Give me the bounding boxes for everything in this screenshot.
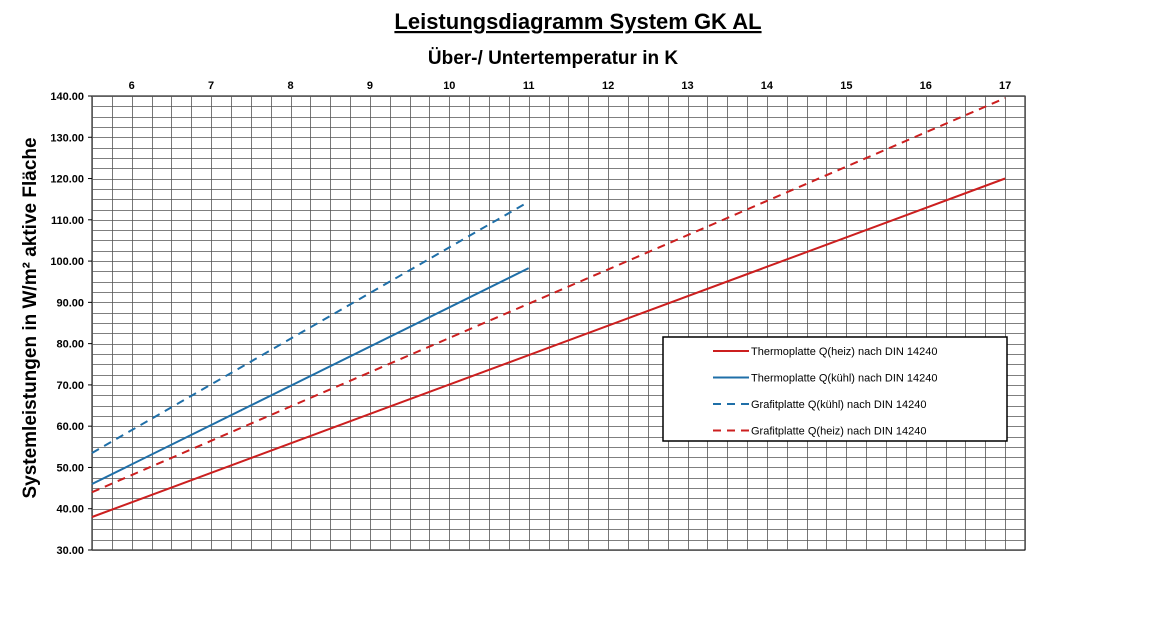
x-tick-label: 15	[840, 80, 853, 92]
legend-label: Thermoplatte Q(heiz) nach DIN 14240	[751, 346, 938, 358]
x-tick-label: 9	[366, 80, 373, 92]
x-tick-label: 6	[128, 80, 135, 92]
x-axis-ticks	[129, 80, 1012, 92]
grid	[92, 96, 1026, 551]
legend-label: Grafitplatte Q(kühl) nach DIN 14240	[751, 399, 927, 411]
y-tick-label: 80.00	[56, 338, 84, 351]
legend-label: Thermoplatte Q(kühl) nach DIN 14240	[751, 372, 938, 385]
y-axis-label: Systemleistungen in W/m² aktive Fläche	[20, 137, 41, 499]
y-tick-label: 70.00	[56, 379, 84, 392]
x-tick-label: 12	[602, 80, 615, 92]
y-tick-label: 120.00	[50, 173, 84, 186]
y-tick-label: 100.00	[50, 256, 84, 269]
x-axis-label: Über-/ Untertemperatur in K	[427, 48, 679, 69]
chart-title: Leistungsdiagramm System GK AL	[394, 9, 762, 34]
y-tick-label: 90.00	[56, 297, 84, 310]
x-tick-label: 10	[443, 80, 456, 92]
plot-area	[92, 96, 1025, 550]
legend-label: Grafitplatte Q(heiz) nach DIN 14240	[751, 425, 927, 438]
x-tick-label: 11	[522, 80, 535, 92]
y-tick-label: 140.00	[50, 91, 84, 103]
y-tick-label: 130.00	[50, 132, 84, 145]
y-tick-label: 30.00	[56, 545, 84, 557]
x-tick-label: 8	[287, 80, 294, 92]
y-axis-ticks	[50, 91, 92, 557]
x-tick-label: 17	[999, 80, 1012, 92]
legend	[663, 337, 1007, 441]
y-tick-label: 40.00	[56, 503, 84, 516]
y-tick-label: 50.00	[56, 462, 84, 475]
x-tick-label: 7	[208, 80, 215, 92]
x-tick-label: 16	[919, 80, 932, 92]
y-tick-label: 60.00	[56, 421, 84, 434]
x-tick-label: 13	[681, 80, 694, 92]
x-tick-label: 14	[760, 80, 774, 92]
y-tick-label: 110.00	[50, 214, 84, 227]
